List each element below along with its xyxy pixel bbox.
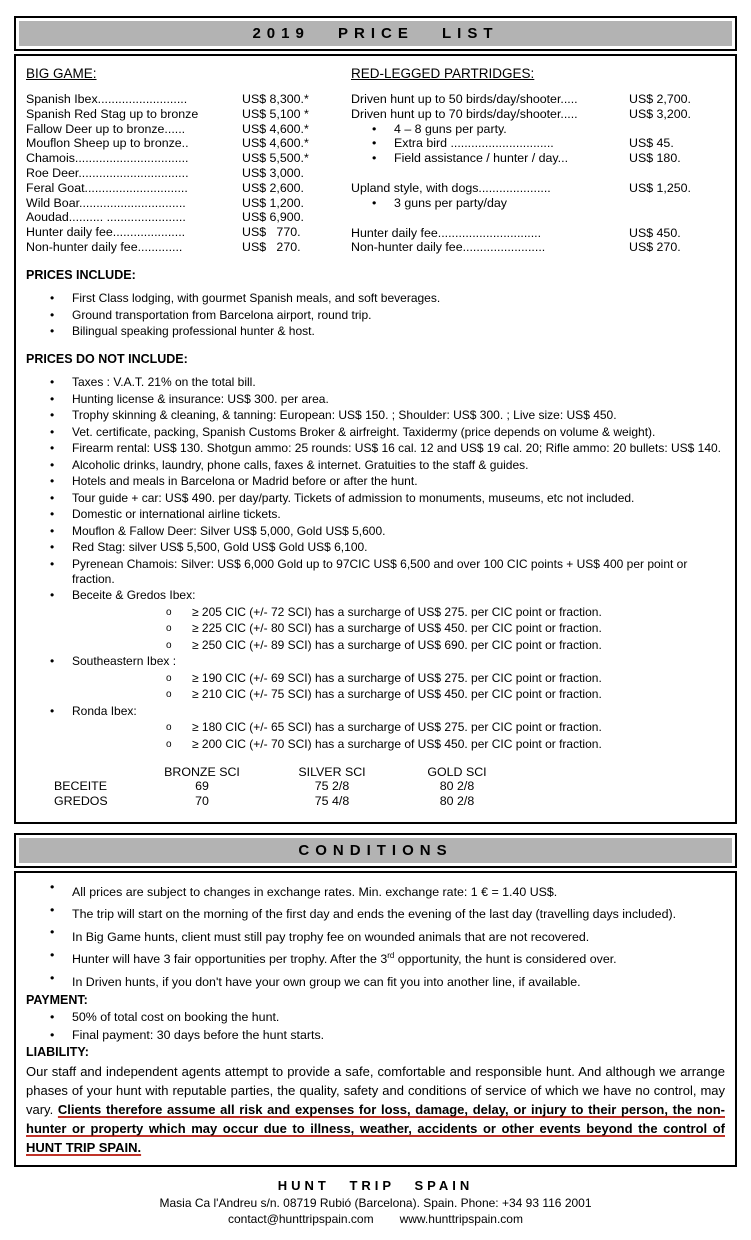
price-row [351, 151, 723, 166]
condition-text: In Big Game hunts, client must still pay trophy fee on wounded animals that are not recovered. [72, 929, 590, 944]
list-item [26, 375, 723, 390]
list-item-text [72, 952, 617, 966]
list-item-text: Final payment: 30 days before the hunt starts. [72, 1027, 325, 1042]
item-label: Hunter daily fee.............................. [351, 225, 542, 240]
item-price: US$ 450. [629, 225, 681, 240]
condition-text: In Driven hunts, if you don't have your own group we can fit you into another line, if available. [72, 974, 581, 989]
list-item [26, 1028, 725, 1043]
item-price: US$ 5,100 * [242, 106, 309, 121]
list-item-text: Domestic or international airline tickets. [72, 507, 281, 522]
sub-list-item [72, 671, 723, 686]
item-price: US$ 4,600.* [242, 136, 309, 151]
price-row [351, 107, 723, 122]
company-contact [14, 1212, 737, 1226]
payment-list [26, 1010, 725, 1043]
price-row [26, 166, 346, 181]
list-item [26, 425, 723, 440]
prices-do-not-include-heading: PRICES DO NOT INCLUDE: [26, 352, 188, 367]
contact-website: www.hunttripspain.com [399, 1212, 523, 1227]
price-row [26, 107, 346, 122]
price-row [26, 151, 346, 166]
table-cell: 69 [195, 779, 209, 794]
list-item-text: Trophy skinning & cleaning, & tanning: European: US$ 150. ; Shoulder: US$ 300. ; Live size: US$ 450. [72, 408, 617, 423]
sub-list-item-text: ≥ 250 CIC (+/- 89 SCI) has a surcharge of US$ 690. per CIC point or fraction. [192, 637, 602, 652]
item-price: US$ 1,200. [242, 195, 304, 210]
list-item [26, 557, 723, 587]
price-row [351, 136, 723, 151]
table-row-label: GREDOS [54, 793, 108, 808]
prices-include-list [26, 291, 723, 339]
list-item-text [72, 885, 557, 899]
condition-superscript: rd [387, 951, 395, 960]
payment-heading: PAYMENT: [26, 993, 88, 1008]
sub-list-item [72, 737, 723, 752]
liability-heading: LIABILITY: [26, 1045, 89, 1060]
item-label: Aoudad.......... ....................... [26, 210, 186, 225]
price-columns [26, 64, 723, 255]
sub-list-item-text: ≥ 210 CIC (+/- 75 SCI) has a surcharge of US$ 450. per CIC point or fraction. [192, 687, 602, 702]
prices-do-not-include-list [26, 375, 723, 752]
list-item-text: Pyrenean Chamois: Silver: US$ 6,000 Gold up to 97CIC US$ 6,500 and over 100 CIC points + US$ 400 per point or fraction. [72, 556, 688, 586]
conditions-banner [19, 838, 732, 863]
list-item [26, 458, 723, 473]
item-label: Non-hunter daily fee............. [26, 239, 183, 254]
item-label: • Field assistance / hunter / day... [351, 151, 629, 166]
sci-score-table [42, 765, 723, 809]
item-label: Mouflon Sheep up to bronze.. [26, 136, 189, 151]
sub-list-item-text: ≥ 180 CIC (+/- 65 SCI) has a surcharge of US$ 275. per CIC point or fraction. [192, 720, 602, 735]
sub-list [72, 720, 723, 752]
list-item-text: Vet. certificate, packing, Spanish Customs Broker & airfreight. Taxidermy (price depends on volume & weight). [72, 424, 656, 439]
list-item-text: Hunting license & insurance: US$ 300. per area. [72, 391, 329, 406]
item-label: Spanish Ibex.......................... [26, 92, 188, 106]
item-price: US$ 2,600. [242, 180, 304, 195]
list-item [26, 392, 723, 407]
item-label: Feral Goat.............................. [26, 180, 188, 195]
list-item-text [72, 907, 676, 921]
page-title: 2019 PRICE LIST [252, 25, 499, 42]
conditions-list [26, 880, 725, 989]
item-price: US$ 3,200. [629, 106, 691, 121]
item-label: Roe Deer................................ [26, 165, 189, 180]
title-banner-box [14, 16, 737, 51]
list-item [26, 880, 725, 899]
item-label: Wild Boar............................... [26, 195, 186, 210]
list-item [26, 507, 723, 522]
list-item [26, 291, 723, 306]
list-item [26, 903, 725, 922]
list-item [26, 408, 723, 423]
item-label: Upland style, with dogs..................... [351, 180, 551, 195]
list-item [26, 654, 723, 702]
big-game-heading: BIG GAME: [26, 66, 97, 81]
company-name: HUNT TRIP SPAIN [277, 1178, 474, 1194]
table-cell: 80 2/8 [439, 793, 475, 808]
table-header: BRONZE SCI [164, 764, 240, 779]
table-cell: 75 2/8 [314, 779, 350, 794]
contact-email: contact@hunttripspain.com [228, 1212, 374, 1227]
item-price: US$ 180. [629, 151, 681, 166]
price-row [351, 226, 723, 241]
list-item [26, 971, 725, 990]
list-item [26, 948, 725, 967]
list-item [26, 474, 723, 489]
price-row [351, 240, 723, 255]
condition-text: The trip will start on the morning of the first day and ends the evening of the last day (travelling days included). [72, 907, 677, 922]
price-row [26, 122, 346, 137]
item-price: US$ 45. [629, 136, 674, 151]
price-row [26, 225, 346, 240]
item-price: US$ 4,600.* [242, 121, 309, 136]
price-row [26, 136, 346, 151]
list-item-text: Ground transportation from Barcelona airport, round trip. [72, 307, 372, 322]
liability-paragraph [26, 1062, 725, 1157]
item-label: Hunter daily fee..................... [26, 225, 186, 240]
list-item-text: Mouflon & Fallow Deer: Silver US$ 5,000, Gold US$ 5,600. [72, 523, 386, 538]
list-item [26, 925, 725, 944]
item-label: • 3 guns per party/day [351, 196, 629, 211]
list-item [26, 1010, 725, 1025]
item-label: Driven hunt up to 50 birds/day/shooter..... [351, 92, 578, 106]
item-label: Driven hunt up to 70 birds/day/shooter..... [351, 106, 578, 121]
sub-list [72, 605, 723, 653]
list-item-text: 50% of total cost on booking the hunt. [72, 1010, 280, 1025]
item-label: Non-hunter daily fee........................ [351, 240, 546, 255]
item-price: US$ 1,250. [629, 180, 691, 195]
sub-list-item-text: ≥ 190 CIC (+/- 69 SCI) has a surcharge of US$ 275. per CIC point or fraction. [192, 670, 602, 685]
item-price: US$ 770. [242, 225, 301, 240]
list-item-text [72, 975, 581, 989]
price-row [351, 122, 723, 137]
footer [14, 1167, 737, 1232]
list-item-text [72, 930, 589, 944]
sub-list-item-text: ≥ 200 CIC (+/- 70 SCI) has a surcharge of US$ 450. per CIC point or fraction. [192, 736, 602, 751]
company-address: Masia Ca l'Andreu s/n. 08719 Rubió (Barcelona). Spain. Phone: +34 93 116 2001 [159, 1196, 592, 1211]
sub-list-item [72, 638, 723, 653]
table-header: SILVER SCI [298, 764, 366, 779]
sub-list-item-text: ≥ 205 CIC (+/- 72 SCI) has a surcharge of US$ 275. per CIC point or fraction. [192, 604, 602, 619]
price-row [26, 196, 346, 211]
list-item [26, 441, 723, 456]
price-row [26, 181, 346, 196]
partridges-price-list [351, 92, 723, 255]
list-item [26, 524, 723, 539]
list-item-text: Southeastern Ibex : [72, 654, 177, 669]
list-item-text: Tour guide + car: US$ 490. per day/party. Tickets of admission to monuments, museums, etc not included. [72, 490, 635, 505]
list-item-text: Ronda Ibex: [72, 703, 137, 718]
list-item-text: Red Stag: silver US$ 5,500, Gold US$ Gold US$ 6,100. [72, 540, 368, 555]
condition-text: All prices are subject to changes in exchange rates. Min. exchange rate: 1 € = 1.40 US$. [72, 884, 558, 899]
liability-text: Our staff and independent agents attempt to provide a safe, comfortable and responsible hunt. And although we arrange phases of your hunt with reputable parties, the quality, safety and conditions of service of which we have no control, may vary. [26, 1064, 725, 1118]
sub-list-item [72, 605, 723, 620]
partridges-heading: RED-LEGGED PARTRIDGES: [351, 66, 535, 81]
item-label: Spanish Red Stag up to bronze [26, 106, 199, 121]
item-label: • Extra bird .............................. [351, 136, 629, 151]
list-item-text: Beceite & Gredos Ibex: [72, 588, 196, 603]
sub-list [72, 671, 723, 703]
list-item [26, 324, 723, 339]
liability-highlighted-text: Clients therefore assume all risk and expenses for loss, damage, delay, or injury to their person, the non-hunter or property which may occur due to illness, weather, accidents or other events beyond the control of HUNT TRIP SPAIN. [26, 1102, 725, 1156]
table-corner-cell [42, 765, 137, 780]
item-price: US$ 3,000. [242, 165, 304, 180]
price-row [26, 92, 346, 107]
list-item [26, 308, 723, 323]
list-item [26, 491, 723, 506]
title-banner [19, 21, 732, 46]
item-label: Chamois................................. [26, 151, 189, 166]
partridges-section [346, 64, 723, 255]
table-header: GOLD SCI [427, 764, 487, 779]
conditions-body [14, 871, 737, 1167]
list-item-text: Hotels and meals in Barcelona or Madrid before or after the hunt. [72, 474, 418, 489]
price-row [351, 196, 723, 211]
condition-text: Hunter will have 3 fair opportunities per trophy. After the 3 [72, 952, 388, 967]
condition-text-rest: opportunity, the hunt is considered over. [394, 952, 617, 967]
list-item-text: Bilingual speaking professional hunter & host. [72, 324, 315, 339]
list-item-text: Firearm rental: US$ 130. Shotgun ammo: 25 rounds: US$ 16 cal. 12 and US$ 19 cal. 20; Rifle ammo: 20 bullets: US$ 140. [72, 441, 722, 456]
price-row [26, 240, 346, 255]
sub-list-item-text: ≥ 225 CIC (+/- 80 SCI) has a surcharge of US$ 450. per CIC point or fraction. [192, 621, 602, 636]
big-game-price-list [26, 92, 346, 255]
item-price: US$ 2,700. [629, 92, 691, 106]
conditions-title: CONDITIONS [298, 842, 453, 860]
item-label: Fallow Deer up to bronze...... [26, 121, 186, 136]
sub-list-item [72, 720, 723, 735]
prices-include-heading: PRICES INCLUDE: [26, 268, 136, 283]
list-item-text: Taxes : V.A.T. 21% on the total bill. [72, 375, 256, 390]
table-cell: 75 4/8 [314, 793, 350, 808]
item-price: US$ 270. [242, 239, 301, 254]
list-item [26, 704, 723, 752]
item-price: US$ 8,300.* [242, 92, 309, 106]
item-price: US$ 6,900. [242, 210, 304, 225]
price-list-body [14, 54, 737, 824]
list-item [26, 540, 723, 555]
conditions-banner-box [14, 833, 737, 868]
table-cell: 80 2/8 [439, 779, 475, 794]
price-row [26, 210, 346, 225]
table-cell: 70 [195, 793, 209, 808]
sub-list-item [72, 621, 723, 636]
big-game-section [26, 64, 346, 255]
item-label: • 4 – 8 guns per party. [351, 122, 629, 137]
list-item-text: Alcoholic drinks, laundry, phone calls, faxes & internet. Gratuities to the staff & guides. [72, 457, 529, 472]
price-row [351, 181, 723, 196]
list-item [26, 588, 723, 653]
table-row-label: BECEITE [54, 779, 108, 794]
item-price: US$ 5,500.* [242, 151, 309, 166]
sub-list-item [72, 687, 723, 702]
list-item-text: First Class lodging, with gourmet Spanish meals, and soft beverages. [72, 291, 441, 306]
item-price: US$ 270. [629, 240, 681, 255]
price-row [351, 92, 723, 107]
